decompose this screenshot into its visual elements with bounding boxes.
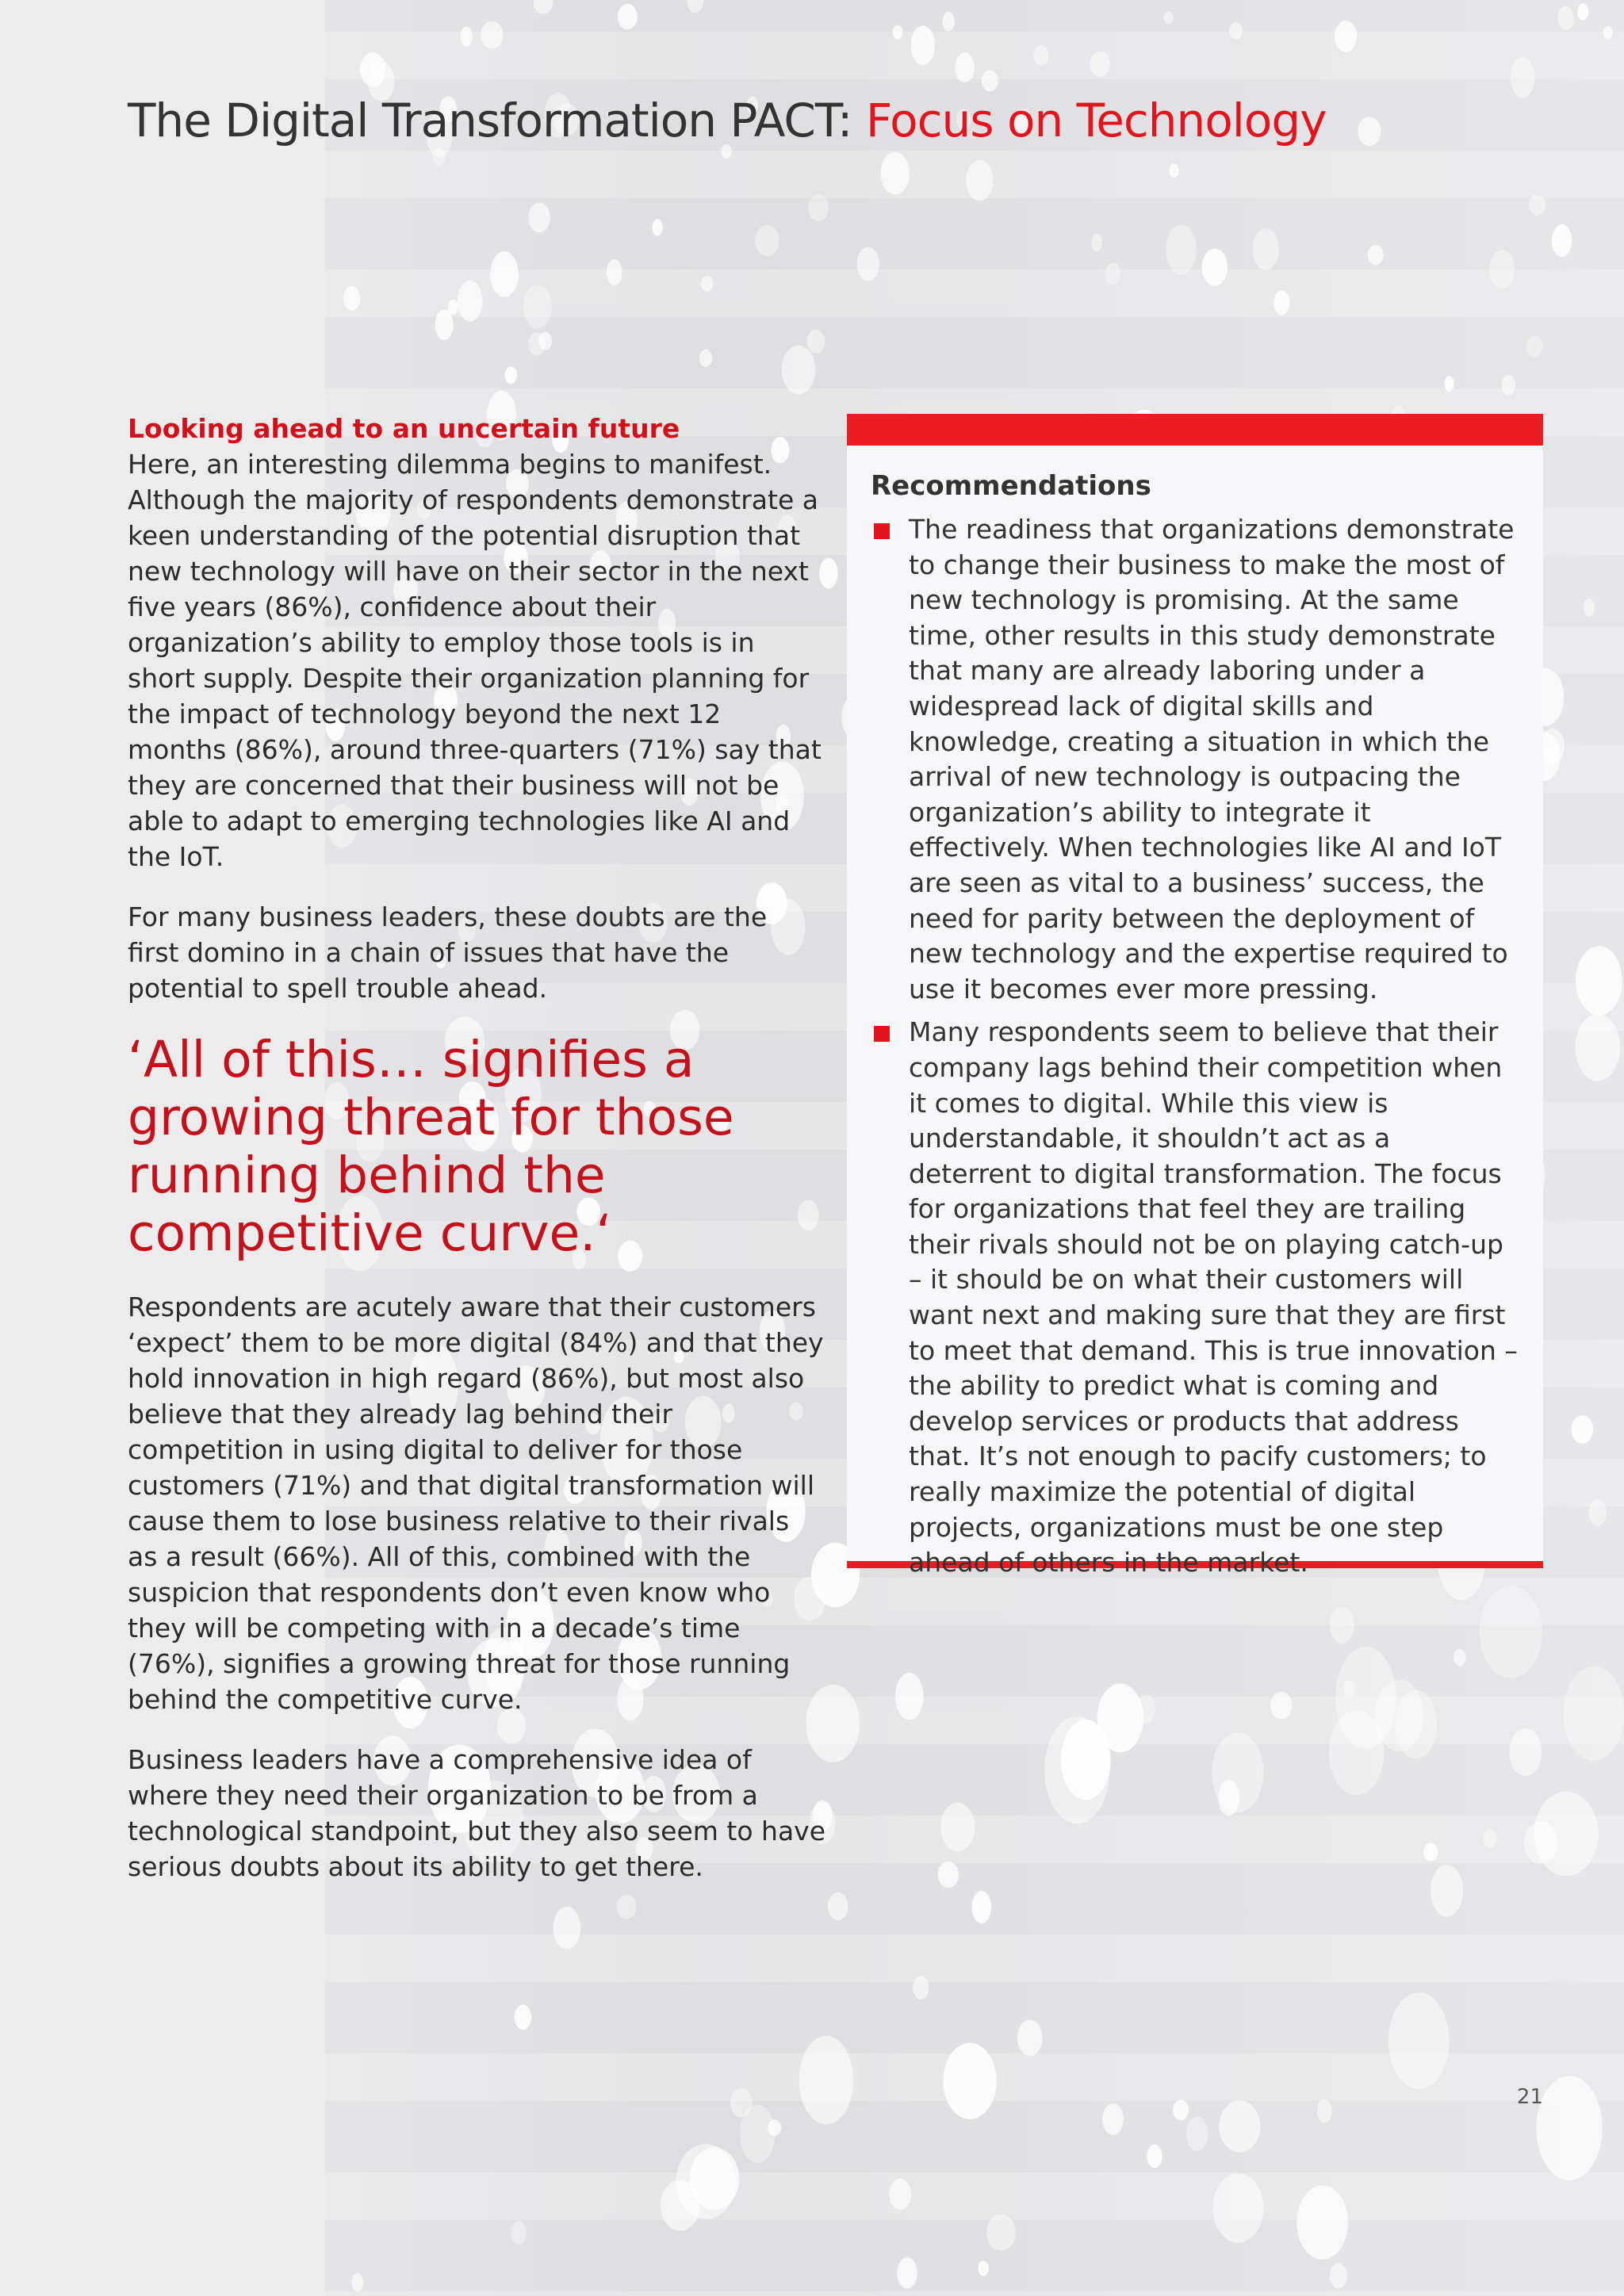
recommendation-text: Many respondents seem to believe that their company lags behind their competition when it comes to digital. While this view is understandable, it shouldn’t act as a deterrent to digital transformation. The focus for organizations that feel they are trailing their rivals should not be on playing catch-up – it should be on what their customers will want next and making sure that they are first to meet that demand. This is true innovation – the ability to predict what is coming and develop services or products that address that. It’s not enough to pacify customers; to really maximize the potential of digital projects, organizations must be one step ahead of others in the market. bbox=[909, 1016, 1518, 1578]
recommendations-heading: Recommendations bbox=[871, 470, 1151, 502]
recommendation-text: The readiness that organizations demonstrate to change their business to make the most of new technology is promising. At the same time, other results in this study demonstrate that many are already laboring under a widespread lack of digital skills and knowledge, creating a situation in which the arrival of new technology is outpacing the organization’s ability to integrate it effectively. When technologies like AI and IoT are seen as vital to a business’ success, the need for parity between the deployment of new technology and the expertise required to use it becomes ever more pressing. bbox=[909, 514, 1515, 1004]
title-highlight: Focus on Technology bbox=[865, 94, 1327, 147]
body-paragraph-2: For many business leaders, these doubts are the first domino in a chain of issues that have the potential to spell trouble ahead. bbox=[128, 901, 768, 1004]
title-prefix: The Digital Transformation PACT: bbox=[128, 94, 866, 147]
recommendation-item bbox=[871, 512, 1519, 1007]
body-paragraph-4: Business leaders have a comprehensive idea of where they need their organization to be from a technological standpoint, but they also seem to have serious doubts about its ability to get there. bbox=[128, 1744, 826, 1882]
square-bullet-icon bbox=[874, 523, 890, 539]
page-title bbox=[128, 89, 1327, 152]
recommendation-item bbox=[871, 1015, 1519, 1581]
page-number: 21 bbox=[1516, 2085, 1543, 2109]
square-bullet-icon bbox=[874, 1026, 890, 1042]
body-paragraph-1: Here, an interesting dilemma begins to manifest. Although the majority of respondents demonstrate a keen understanding of the potential disruption that new technology will have on their sector in the next five years (86%), confidence about their organization’s ability to employ those tools is in short supply. Despite their organization planning for the impact of technology beyond the next 12 months (86%), around three-quarters (71%) say that they are concerned that their business will not be able to adapt to emerging technologies like AI and the IoT. bbox=[128, 449, 822, 872]
main-text-column bbox=[128, 411, 825, 1909]
body-paragraph-3: Respondents are acutely aware that their customers ‘expect’ them to be more digital (84%) and that they hold innovation in high regard (86%), but most also believe that they already lag behind their competition in using digital to deliver for those customers (71%) and that digital transformation will cause them to lose business relative to their rivals as a result (66%). All of this, combined with the suspicion that respondents don’t even know who they will be competing with in a decade’s time (76%), signifies a growing threat for those running behind the competitive curve. bbox=[128, 1292, 824, 1715]
recommendations-box bbox=[847, 414, 1543, 1578]
section-heading: Looking ahead to an uncertain future bbox=[128, 413, 680, 444]
pull-quote: ‘All of this… signifies a growing threat for those running behind the competitive curve.‘ bbox=[128, 1031, 734, 1262]
